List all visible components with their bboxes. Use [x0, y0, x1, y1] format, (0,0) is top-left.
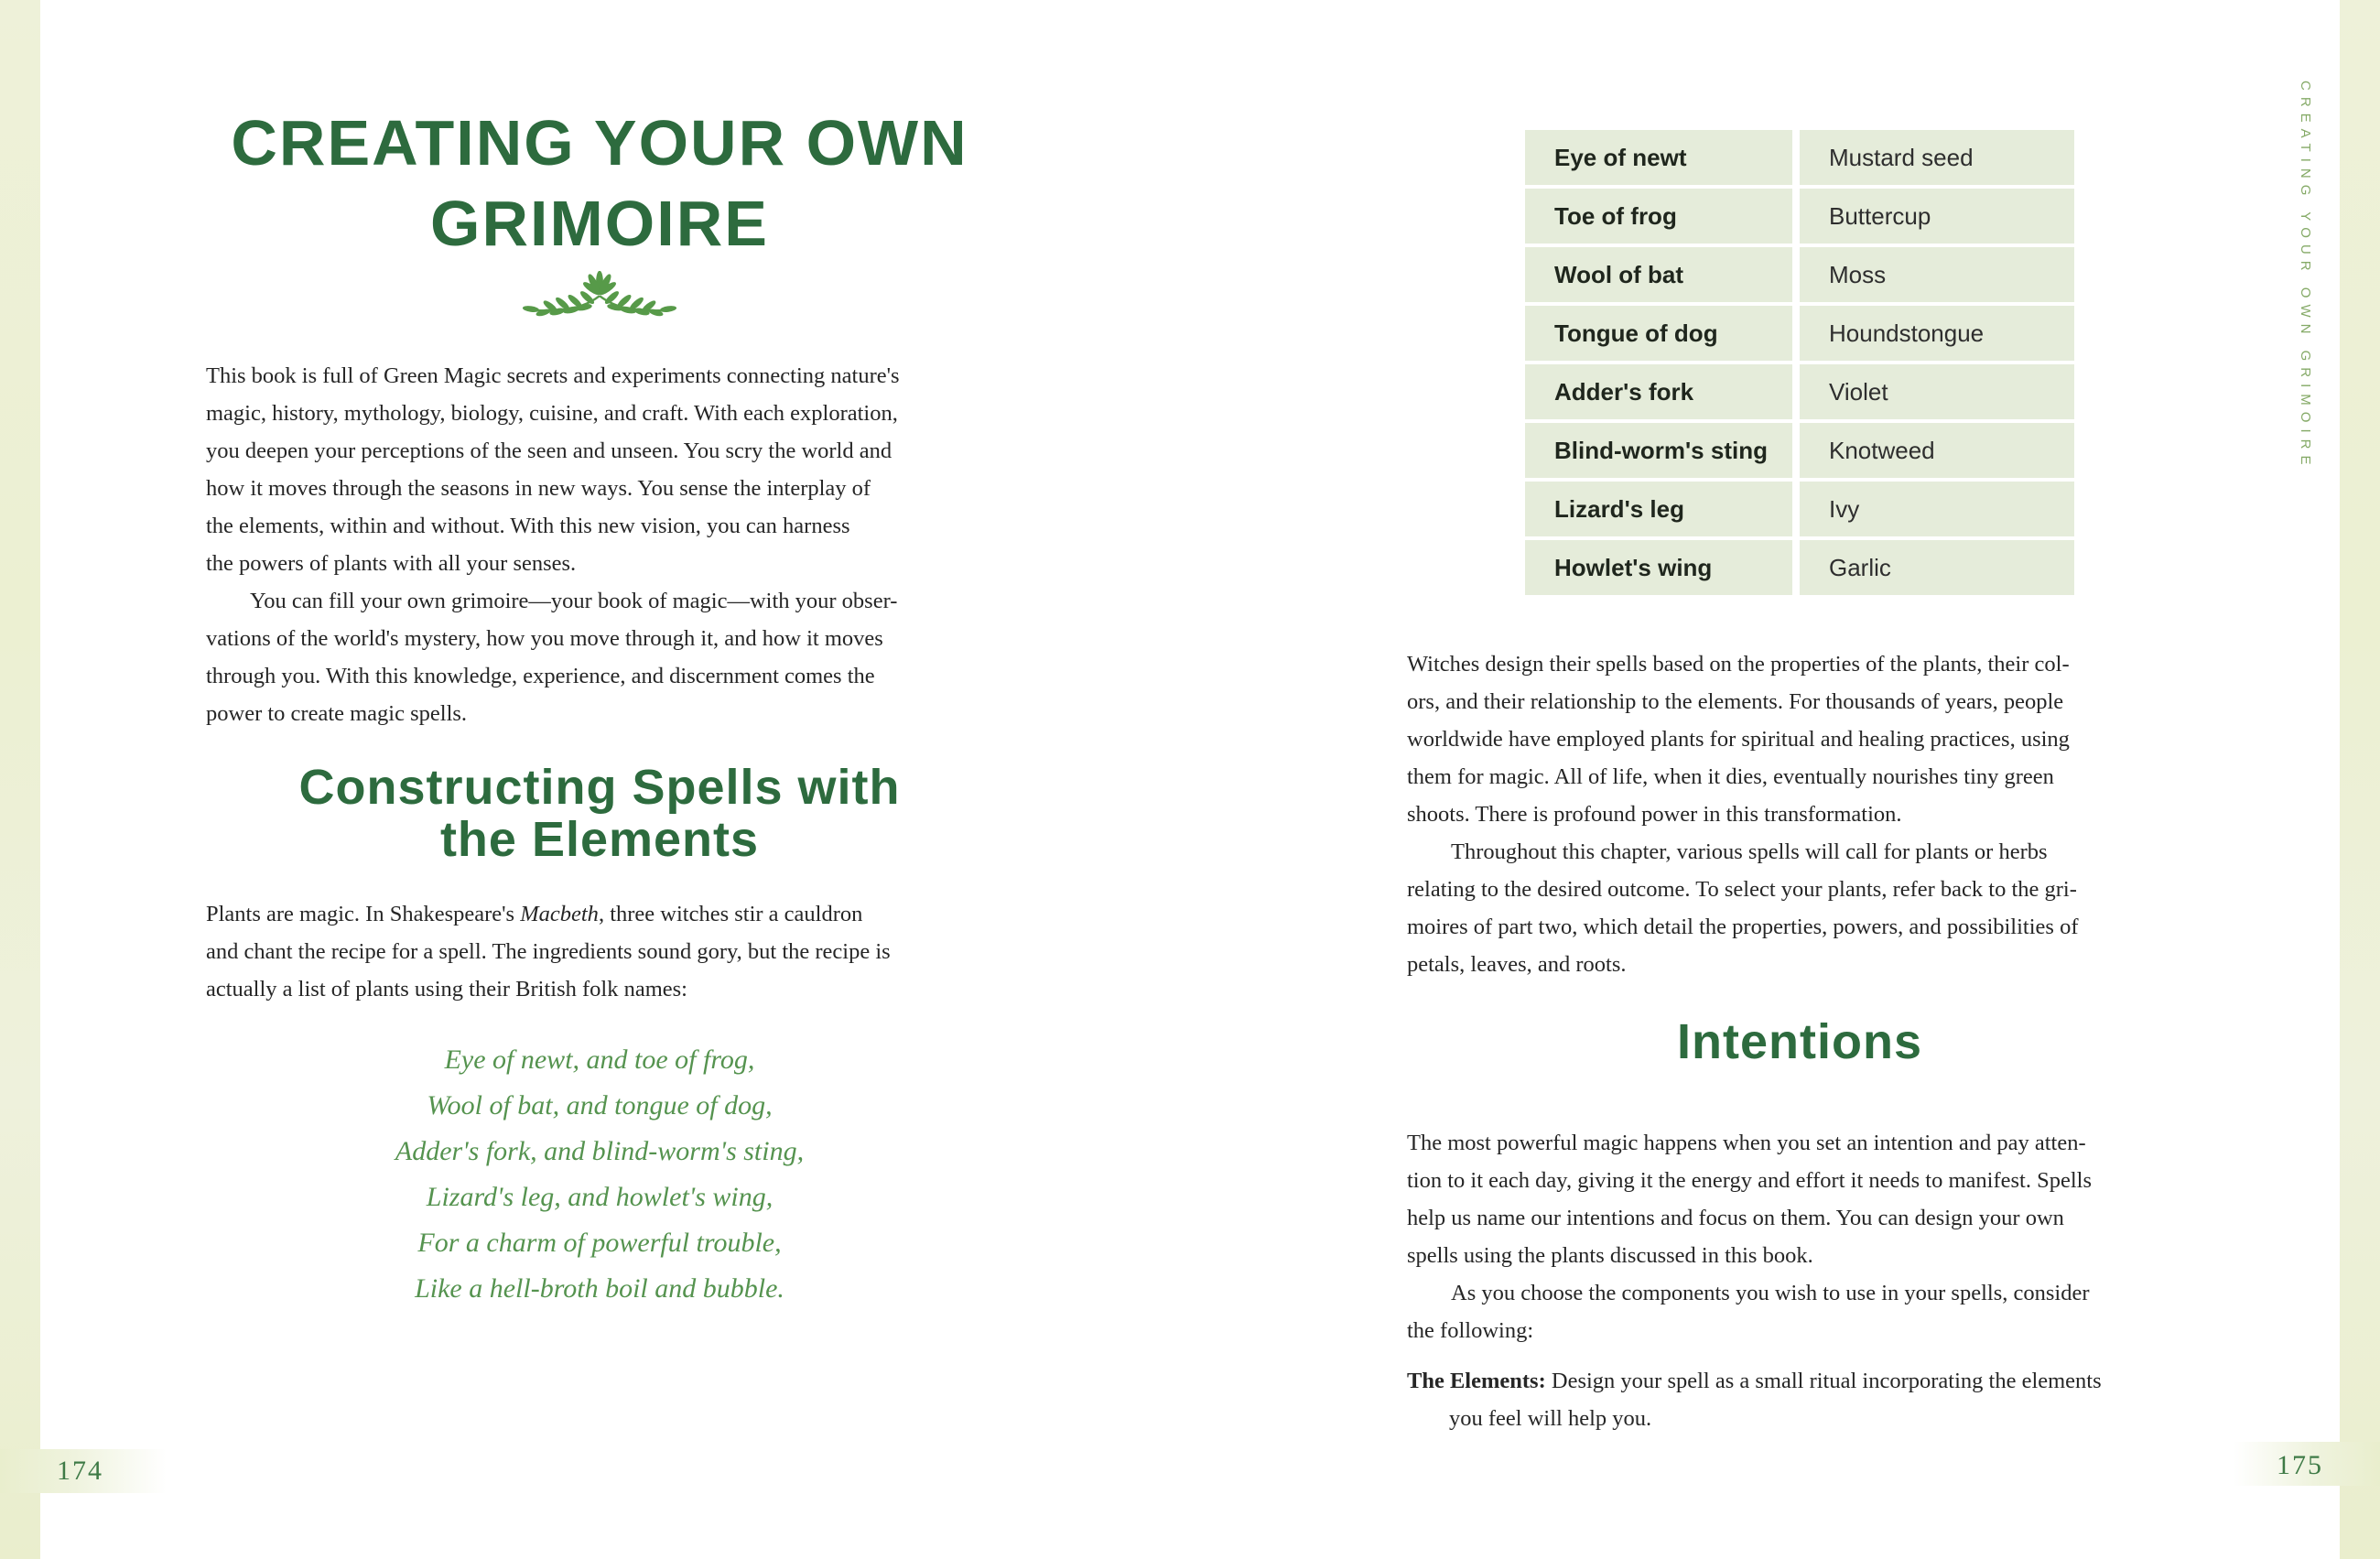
text-run: how it moves through the seasons in new ways. You sense the interplay of: [206, 476, 871, 501]
text-line: [206, 970, 993, 1008]
page-number-band-left: [0, 1449, 167, 1493]
right-page-edge-strip: [2340, 0, 2380, 1559]
text-run: Witches design their spells based on the properties of the plants, their col-: [1407, 652, 2070, 677]
text-run: moires of part two, which detail the properties, powers, and possibilities of: [1407, 915, 2079, 939]
folk-name-cell: Lizard's leg: [1525, 482, 1792, 536]
text-run: the elements, within and without. With this new vision, you can harness: [206, 514, 850, 538]
text-line: [206, 895, 993, 933]
text-line: [1407, 796, 2192, 833]
text-line: [1407, 720, 2192, 758]
text-line: [206, 545, 993, 582]
running-head-vertical: CREATING YOUR OWN GRIMOIRE: [2298, 81, 2313, 471]
text-line: [1407, 1274, 2192, 1312]
left-page-edge-strip: [0, 0, 40, 1559]
text-line: [1407, 1124, 2192, 1162]
text-line: [206, 657, 993, 695]
text-run: magic, history, mythology, biology, cuisine, and craft. With each exploration,: [206, 401, 898, 426]
text-run: petals, leaves, and roots.: [1407, 952, 1627, 977]
page-title-line-1: CREATING YOUR OWN: [231, 107, 968, 179]
plant-name-cell: Ivy: [1800, 482, 2074, 536]
text-run: the following:: [1407, 1318, 1534, 1343]
text-line: [1407, 1312, 2192, 1349]
folk-name-cell: Toe of frog: [1525, 189, 1792, 244]
verse-line: Like a hell-broth boil and bubble.: [415, 1273, 784, 1304]
text-run: you feel will help you.: [1449, 1406, 1652, 1431]
folk-name-cell: Howlet's wing: [1525, 540, 1792, 595]
laurel-ornament: [206, 271, 993, 332]
plant-name-cell: Houndstongue: [1800, 306, 2074, 361]
text-line: [1407, 683, 2192, 720]
text-line: [1407, 758, 2192, 796]
folk-name-cell: Wool of bat: [1525, 247, 1792, 302]
text-line: [206, 395, 993, 432]
text-line: [1407, 833, 2192, 871]
text-line: [1407, 1400, 2192, 1437]
text-run: the powers of plants with all your senses.: [206, 551, 577, 576]
right-page-paragraphs: [1407, 645, 2192, 983]
laurel-ornament-icon: [485, 271, 714, 328]
text-line: [206, 620, 993, 657]
verse-line: Eye of newt, and toe of frog,: [444, 1045, 755, 1075]
text-line: [206, 933, 993, 970]
text-run: The most powerful magic happens when you set an intention and pay atten-: [1407, 1131, 2086, 1155]
plant-name-cell: Moss: [1800, 247, 2074, 302]
text-line: [1407, 946, 2192, 983]
folk-name-cell: Adder's fork: [1525, 364, 1792, 419]
plant-name-cell: Mustard seed: [1800, 130, 2074, 185]
text-line: [206, 432, 993, 470]
intro-paragraphs: [206, 357, 993, 732]
intentions-paragraphs: [1407, 1124, 2192, 1349]
plant-name-cell: Violet: [1800, 364, 2074, 419]
text-run: help us name our intentions and focus on them. You can design your own: [1407, 1206, 2064, 1230]
plant-name-cell: Buttercup: [1800, 189, 2074, 244]
verse-line: Adder's fork, and blind-worm's sting,: [395, 1136, 805, 1166]
text-run: them for magic. All of life, when it dies, eventually nourishes tiny green: [1407, 764, 2054, 789]
section-heading-line-2: the Elements: [439, 812, 760, 867]
text-run: You can fill your own grimoire—your book of magic—with your obser-: [250, 589, 898, 613]
page-title-line-2: GRIMOIRE: [430, 188, 769, 259]
bold-text-run: The Elements:: [1407, 1369, 1552, 1393]
intentions-heading: Intentions: [1677, 1014, 1922, 1069]
page-number-right: 175: [2277, 1450, 2323, 1480]
text-run: tion to it each day, giving it the energy and effort it needs to manifest. Spells: [1407, 1168, 2092, 1193]
text-run: actually a list of plants using their British folk names:: [206, 977, 687, 1001]
text-line: [1407, 645, 2192, 683]
page-title: [206, 103, 993, 264]
text-run: shoots. There is profound power in this transformation.: [1407, 802, 1902, 827]
page-number-band-right: [2234, 1442, 2380, 1486]
italic-text-run: Macbeth: [520, 902, 599, 926]
elements-paragraph: [1407, 1362, 2192, 1437]
text-line: [1407, 1199, 2192, 1237]
text-line: [1407, 1362, 2192, 1400]
macbeth-verse: [206, 1037, 993, 1312]
text-run: you deepen your perceptions of the seen and unseen. You scry the world and: [206, 438, 892, 463]
text-run: power to create magic spells.: [206, 701, 468, 726]
text-line: [206, 507, 993, 545]
text-run: ors, and their relationship to the elements. For thousands of years, people: [1407, 689, 2064, 714]
verse-line: Wool of bat, and tongue of dog,: [427, 1090, 773, 1121]
text-run: worldwide have employed plants for spiritual and healing practices, using: [1407, 727, 2070, 752]
text-line: [1407, 908, 2192, 946]
section-paragraphs: [206, 895, 993, 1008]
folk-names-table: [1525, 130, 2074, 595]
section-heading: [206, 762, 993, 866]
text-line: [206, 695, 993, 732]
text-run: Plants are magic. In Shakespeare's: [206, 902, 521, 926]
text-line: [1407, 1162, 2192, 1199]
folk-name-cell: Eye of newt: [1525, 130, 1792, 185]
text-run: Design your spell as a small ritual incorporating the elements: [1551, 1369, 2102, 1393]
section-heading-line-1: Constructing Spells with: [298, 760, 901, 815]
plant-name-cell: Knotweed: [1800, 423, 2074, 478]
text-run: relating to the desired outcome. To select your plants, refer back to the gri-: [1407, 877, 2077, 902]
verse-line: Lizard's leg, and howlet's wing,: [426, 1182, 774, 1212]
text-line: [1407, 1237, 2192, 1274]
text-run: vations of the world's mystery, how you move through it, and how it moves: [206, 626, 883, 651]
text-run: Throughout this chapter, various spells will call for plants or herbs: [1451, 839, 2048, 864]
folk-name-cell: Blind-worm's sting: [1525, 423, 1792, 478]
text-line: [206, 582, 993, 620]
text-run: spells using the plants discussed in this book.: [1407, 1243, 1813, 1268]
text-line: [206, 357, 993, 395]
text-line: [206, 470, 993, 507]
plant-name-cell: Garlic: [1800, 540, 2074, 595]
text-run: As you choose the components you wish to use in your spells, consider: [1451, 1281, 2090, 1305]
text-run: , three witches stir a cauldron: [598, 902, 863, 926]
text-run: through you. With this knowledge, experience, and discernment comes the: [206, 664, 875, 688]
page-number-left: 174: [57, 1456, 103, 1486]
verse-line: For a charm of powerful trouble,: [417, 1228, 782, 1258]
folk-name-cell: Tongue of dog: [1525, 306, 1792, 361]
text-line: [1407, 871, 2192, 908]
text-run: and chant the recipe for a spell. The ingredients sound gory, but the recipe is: [206, 939, 891, 964]
text-run: This book is full of Green Magic secrets and experiments connecting nature's: [206, 363, 900, 388]
